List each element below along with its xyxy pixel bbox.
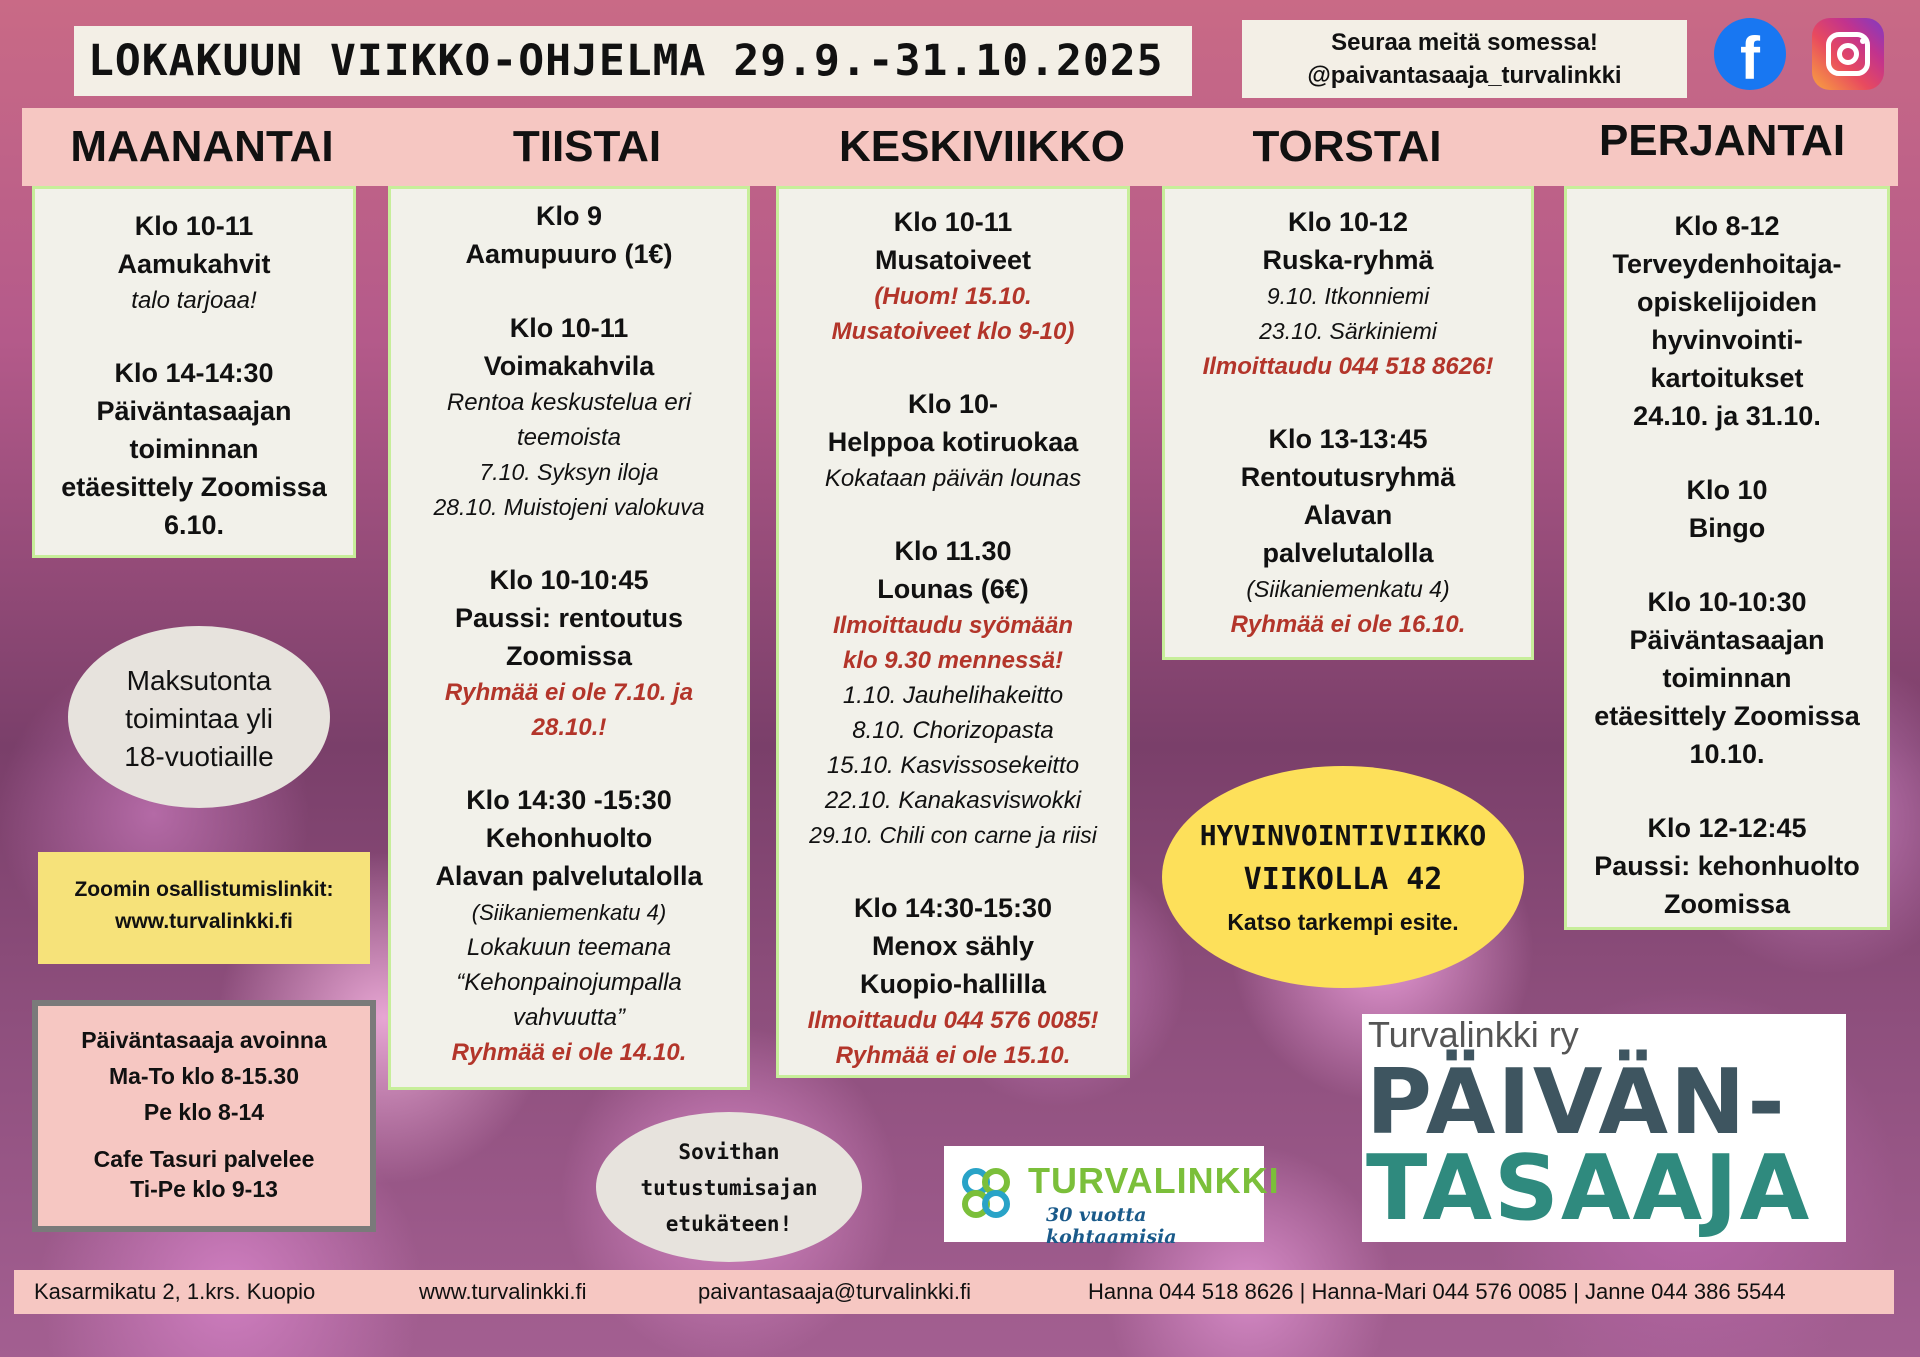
wednesday-event-lunch (779, 532, 1127, 853)
opening-hours-box (32, 1000, 376, 1232)
menu-item: 22.10. Kanakasviswokki (824, 787, 1082, 814)
event-note: Kokataan päivän lounas (824, 465, 1082, 492)
event-date: 10.10. (1689, 739, 1765, 769)
event-warning: klo 9.30 mennessä! (842, 647, 1064, 674)
event-note: talo tarjoaa! (131, 287, 257, 314)
event-time: Klo 14:30 -15:30 (466, 785, 672, 815)
friday-event-zoom-intro (1567, 583, 1887, 773)
badge-line: Sovithan (678, 1140, 780, 1164)
zoom-links-box (38, 852, 370, 964)
tuesday-column (388, 186, 750, 1090)
event-time: Klo 8-12 (1674, 211, 1780, 241)
footer-website[interactable]: www.turvalinkki.fi (419, 1279, 587, 1304)
wednesday-event-music (779, 203, 1127, 349)
tuesday-event-relax (391, 561, 747, 745)
day-wednesday: KESKIVIIKKO (838, 122, 1126, 171)
badge-line: Maksutonta (126, 665, 272, 696)
zoom-link[interactable]: www.turvalinkki.fi (115, 910, 293, 933)
thursday-event-relaxation (1165, 420, 1531, 642)
monday-column (32, 186, 356, 558)
badge-note: Katso tarkempi esite. (1227, 909, 1459, 935)
turvalinkki-emblem-icon (956, 1164, 1016, 1224)
event-title: opiskelijoiden (1636, 287, 1818, 317)
social-line-1: Seuraa meitä somessa! (1331, 29, 1598, 56)
logo-text: TURVALINKKI (1028, 1160, 1280, 1201)
event-note: 23.10. Särkiniemi (1259, 318, 1437, 344)
menu-item: 1.10. Jauhelihakeitto (842, 682, 1064, 709)
event-note: 9.10. Itkonniemi (1266, 283, 1430, 309)
turvalinkki-logo (944, 1146, 1280, 1248)
visit-reminder-badge (596, 1112, 862, 1262)
weekday-header-band (22, 108, 1898, 186)
event-time: Klo 10-12 (1287, 207, 1409, 237)
badge-title: HYVINVOINTIVIIKKO (1199, 819, 1487, 852)
event-title: etäesittely Zoomissa (61, 472, 327, 502)
event-note: teemoista (516, 424, 622, 451)
friday-column (1564, 186, 1890, 930)
event-title: Kuopio-hallilla (860, 969, 1046, 999)
event-title: Zoomissa (1663, 889, 1791, 919)
event-time: Klo 10-11 (134, 211, 254, 241)
event-title: Ruska-ryhmä (1262, 245, 1434, 275)
event-time: Klo 13-13:45 (1268, 424, 1428, 454)
event-note: Rentoa keskustelua eri (446, 389, 692, 416)
event-title: Aamukahvit (117, 249, 271, 279)
footer-email[interactable]: paivantasaaja@turvalinkki.fi (698, 1279, 972, 1304)
free-activity-badge (68, 626, 330, 808)
event-title: toiminnan (129, 434, 259, 464)
zoom-label: Zoomin osallistumislinkit: (74, 878, 334, 901)
day-thursday: TORSTAI (1252, 122, 1442, 171)
event-title: palvelutalolla (1262, 538, 1434, 568)
friday-event-bodycare (1567, 809, 1887, 923)
event-warning: Ryhmää ei ole 14.10. (451, 1039, 687, 1066)
event-warning: Ilmoittaudu syömään (832, 612, 1074, 639)
page-title: LOKAKUUN VIIKKO-OHJELMA 29.9.-31.10.2025 (74, 26, 1192, 96)
event-time: Klo 10-11 (893, 207, 1013, 237)
footer-contact-bar (14, 1270, 1894, 1314)
badge-title: VIIKOLLA 42 (1243, 862, 1443, 897)
footer-address: Kasarmikatu 2, 1.krs. Kuopio (34, 1279, 316, 1304)
event-time: Klo 14-14:30 (114, 358, 274, 388)
event-title: Bingo (1688, 513, 1766, 543)
tuesday-event-porridge (391, 197, 747, 273)
event-title: toiminnan (1662, 663, 1792, 693)
logo-text: TASAAJA (1366, 1136, 1812, 1241)
event-note: Lokakuun teemana (466, 934, 672, 961)
event-title: Rentoutusryhmä (1240, 462, 1456, 492)
friday-event-health-check (1567, 207, 1887, 435)
wednesday-event-cooking (779, 385, 1127, 496)
badge-line: etukäteen! (665, 1212, 793, 1236)
day-tuesday: TIISTAI (512, 122, 662, 171)
opening-line: Ma-To klo 8-15.30 (108, 1063, 300, 1089)
event-title: Helppoa kotiruokaa (827, 427, 1079, 457)
event-title: Lounas (6€) (877, 574, 1029, 604)
event-warning: Ryhmää ei ole 7.10. ja (444, 679, 694, 706)
badge-line: tutustumisajan (640, 1176, 818, 1200)
event-title: Terveydenhoitaja- (1612, 249, 1842, 279)
event-title: Menox sähly (871, 931, 1035, 961)
event-title: Musatoiveet (874, 245, 1032, 275)
event-title: Paussi: kehonhuolto (1594, 851, 1860, 881)
friday-event-bingo (1567, 471, 1887, 547)
event-title: Aamupuuro (1€) (465, 239, 673, 269)
event-title: Kehonhuolto (485, 823, 653, 853)
event-warning: Ilmoittaudu 044 518 8626! (1202, 353, 1494, 380)
event-title: Zoomissa (505, 641, 633, 671)
menu-item: 29.10. Chili con carne ja riisi (809, 822, 1097, 848)
event-time: Klo 10-10:45 (489, 565, 649, 595)
event-time: Klo 9 (535, 201, 602, 231)
footer-phones: Hanna 044 518 8626 | Hanna-Mari 044 576 0085 | Janne 044 386 5544 (1088, 1279, 1786, 1304)
logo-text: PÄIVÄN- (1366, 1050, 1787, 1155)
social-handle: @paivantasaaja_turvalinkki (1307, 62, 1622, 89)
badge-line: 18-vuotiaille (124, 741, 274, 772)
logo-org: Turvalinkki ry (1368, 1014, 1579, 1055)
event-note: 28.10. Muistojeni valokuva (433, 494, 705, 520)
event-warning: (Huom! 15.10. (874, 283, 1032, 310)
opening-line: Pe klo 8-14 (143, 1099, 265, 1125)
cafe-line: Ti-Pe klo 9-13 (130, 1176, 278, 1202)
paivantasaaja-logo (1362, 1014, 1846, 1242)
event-note: (Siikaniemenkatu 4) (1246, 576, 1450, 602)
event-time: Klo 10- (907, 389, 999, 419)
event-warning: Musatoiveet klo 9-10) (831, 318, 1075, 345)
event-warning: Ilmoittaudu 044 576 0085! (807, 1007, 1099, 1034)
event-warning: Ryhmää ei ole 15.10. (835, 1042, 1071, 1069)
event-title: etäesittely Zoomissa (1594, 701, 1860, 731)
thursday-event-ruska (1165, 203, 1531, 384)
event-note: (Siikaniemenkatu 4) (471, 900, 667, 925)
opening-line: Päiväntasaaja avoinna (81, 1027, 327, 1053)
event-title: kartoitukset (1650, 363, 1804, 393)
event-note: “Kehonpainojumpalla (456, 969, 682, 996)
wednesday-event-floorball (779, 889, 1127, 1073)
logo-tagline: 30 vuotta kohtaamisia (1046, 1204, 1177, 1248)
event-time: Klo 11.30 (894, 536, 1012, 566)
event-time: Klo 10-11 (509, 313, 629, 343)
event-title: Paussi: rentoutus (454, 603, 684, 633)
menu-item: 8.10. Chorizopasta (852, 717, 1054, 744)
monday-event-zoom-intro (35, 354, 353, 544)
menu-item: 15.10. Kasvissosekeitto (826, 752, 1080, 779)
wellbeing-week-badge (1162, 766, 1524, 988)
event-title: Päiväntasaajan (96, 396, 292, 426)
event-warning: Ryhmää ei ole 16.10. (1230, 611, 1466, 638)
monday-event-coffee (35, 207, 353, 318)
social-callout (1242, 20, 1687, 98)
event-title: Voimakahvila (483, 351, 655, 381)
badge-line: toimintaa yli (125, 703, 273, 734)
event-date: 6.10. (163, 510, 225, 540)
event-note: 7.10. Syksyn iloja (479, 459, 659, 485)
facebook-icon[interactable]: f (1714, 18, 1786, 90)
thursday-column (1162, 186, 1534, 660)
event-title: Päiväntasaajan (1629, 625, 1825, 655)
event-time: Klo 14:30-15:30 (853, 893, 1053, 923)
event-note: vahvuutta” (512, 1004, 626, 1031)
event-date: 24.10. ja 31.10. (1633, 401, 1821, 431)
event-time: Klo 10-10:30 (1647, 587, 1807, 617)
event-title: Alavan (1303, 500, 1393, 530)
event-warning: 28.10.! (531, 714, 607, 741)
event-time: Klo 10 (1686, 475, 1768, 505)
instagram-icon[interactable] (1812, 18, 1884, 90)
event-time: Klo 12-12:45 (1647, 813, 1807, 843)
event-title: hyvinvointi- (1651, 325, 1803, 355)
cafe-line: Cafe Tasuri palvelee (93, 1146, 315, 1172)
day-monday: MAANANTAI (70, 122, 334, 171)
tuesday-event-kehonhuolto (391, 781, 747, 1070)
event-title: Alavan palvelutalolla (435, 861, 703, 891)
tuesday-event-voimakahvila (391, 309, 747, 525)
wednesday-column (776, 186, 1130, 1078)
day-friday: PERJANTAI (1598, 116, 1846, 165)
